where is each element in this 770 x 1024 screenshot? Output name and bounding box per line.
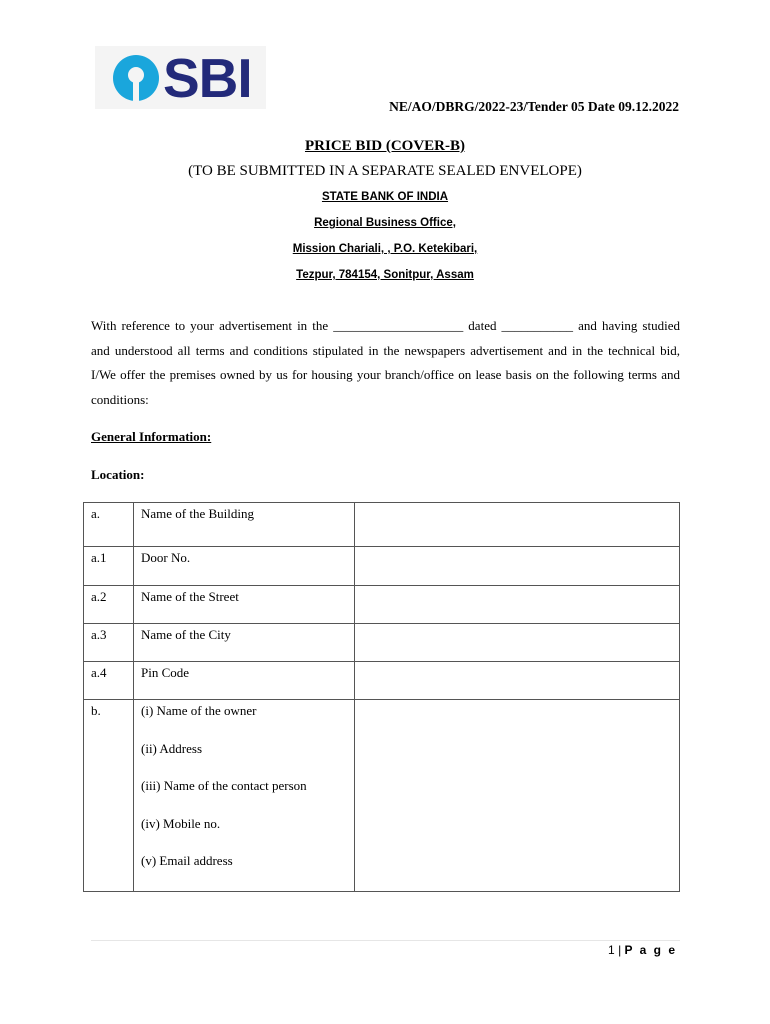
table-row [84, 586, 680, 624]
sbi-logo [95, 46, 266, 109]
logo-text: SBI [163, 47, 252, 109]
row-label: Door No. [134, 547, 355, 586]
row-id: a.4 [84, 662, 134, 700]
page-separator: | [618, 943, 622, 957]
row-label: Name of the City [134, 624, 355, 662]
row-id: a.3 [84, 624, 134, 662]
location-heading: Location: [91, 467, 145, 482]
table-row [84, 547, 680, 586]
location-table [83, 502, 680, 892]
page-title: PRICE BID (COVER-B) [304, 138, 465, 154]
intro-paragraph: With reference to your advertisement in the ____________________ dated ___________ and having studied and understood all terms and conditions stipulated in the newspapers advertisement and in the technical bid, I/We offer the premises owned by us for housing your branch/office on lease basis on the following terms and conditions: [91, 318, 680, 407]
table-row [84, 662, 680, 700]
page-footer [608, 943, 677, 957]
value-cell-pincode[interactable] [355, 662, 680, 700]
row-label: Pin Code [134, 662, 355, 700]
footer-divider [91, 940, 680, 941]
value-cell-street[interactable] [355, 586, 680, 624]
value-cell-door[interactable] [355, 547, 680, 586]
owner-details-labels [134, 700, 355, 892]
address-line-bank: STATE BANK OF INDIA [321, 191, 449, 203]
page-word: P a g e [624, 943, 677, 957]
general-information-heading: General Information: [91, 429, 212, 444]
address-line-office: Regional Business Office, [314, 217, 456, 229]
owner-address-label: (ii) Address [141, 740, 203, 756]
address-line-street: Mission Chariali, , P.O. Ketekibari, [292, 243, 478, 255]
table-row [84, 624, 680, 662]
row-id: a. [84, 503, 134, 547]
value-cell-building[interactable] [355, 503, 680, 547]
value-cell-city[interactable] [355, 624, 680, 662]
row-id: a.1 [84, 547, 134, 586]
contact-person-label: (iii) Name of the contact person [141, 778, 307, 793]
page-subtitle: (TO BE SUBMITTED IN A SEPARATE SEALED ENVELOPE) [188, 163, 582, 179]
address-line-city: Tezpur, 784154, Sonitpur, Assam [296, 269, 474, 281]
mobile-label: (iv) Mobile no. [141, 815, 221, 831]
tender-reference: NE/AO/DBRG/2022-23/Tender 05 Date 09.12.2022 [389, 99, 679, 114]
sbi-keyhole-icon [113, 55, 159, 101]
email-label: (v) Email address [141, 853, 233, 868]
value-cell-owner-details[interactable] [355, 700, 680, 892]
table-row [84, 503, 680, 547]
page-number: 1 [608, 943, 615, 957]
table-row [84, 700, 680, 892]
owner-name-label: (i) Name of the owner [141, 703, 257, 718]
row-label: Name of the Building [134, 503, 355, 547]
row-id: b. [84, 700, 134, 892]
row-id: a.2 [84, 586, 134, 624]
row-label: Name of the Street [134, 586, 355, 624]
